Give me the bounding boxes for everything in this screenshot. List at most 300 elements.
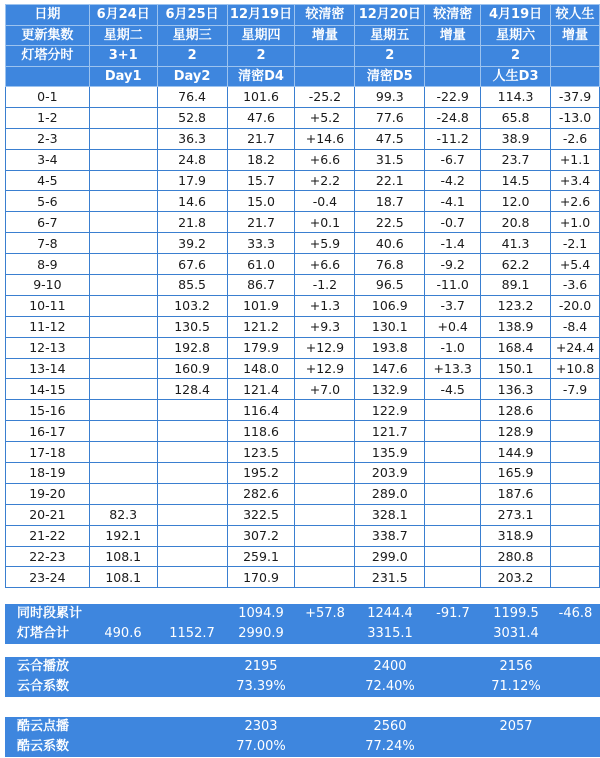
header-cell-2: 2 — [157, 46, 227, 67]
summary-cell-0: 酷云点播 — [5, 717, 89, 737]
header-cell-6 — [425, 46, 481, 67]
cell-8: -37.9 — [551, 87, 600, 108]
cell-0: 1-2 — [6, 107, 90, 128]
summary-cell-3: 1094.9 — [227, 604, 295, 624]
cell-0: 18-19 — [6, 463, 90, 484]
summary-cell-2 — [157, 657, 227, 677]
cell-1 — [89, 316, 157, 337]
cell-1 — [89, 212, 157, 233]
cell-8 — [551, 442, 600, 463]
table-row — [6, 400, 600, 421]
cell-2: 17.9 — [157, 170, 227, 191]
cell-1 — [89, 463, 157, 484]
header-cell-5: 清密D5 — [355, 66, 425, 87]
cell-8: -3.6 — [551, 275, 600, 296]
table-row — [6, 128, 600, 149]
cell-5: 31.5 — [355, 149, 425, 170]
header-cell-4 — [295, 66, 355, 87]
cell-3: 195.2 — [227, 463, 295, 484]
table-body — [6, 87, 600, 588]
cell-3: 101.6 — [227, 87, 295, 108]
summary-cell-7: 1199.5 — [481, 604, 551, 624]
cell-1 — [89, 149, 157, 170]
cell-1 — [89, 275, 157, 296]
cell-6: -1.0 — [425, 337, 481, 358]
header-cell-3: 清密D4 — [227, 66, 295, 87]
summary-cell-3: 73.39% — [227, 677, 295, 697]
cell-1 — [89, 295, 157, 316]
summary-cell-8 — [551, 657, 600, 677]
cell-0: 16-17 — [6, 421, 90, 442]
summary-row-total — [5, 624, 600, 644]
summary-cell-2 — [157, 717, 227, 737]
summary-block-lighthouse — [5, 604, 600, 644]
header-cell-2: 星期三 — [157, 25, 227, 46]
cell-3: 21.7 — [227, 212, 295, 233]
header-cell-7: 人生D3 — [481, 66, 551, 87]
cell-8 — [551, 463, 600, 484]
table-row — [6, 463, 600, 484]
summary-cell-3: 77.00% — [227, 737, 295, 757]
cell-5: 338.7 — [355, 525, 425, 546]
header-cell-2: 6月25日 — [157, 5, 227, 26]
table-row — [6, 358, 600, 379]
cell-0: 19-20 — [6, 483, 90, 504]
cell-6: -22.9 — [425, 87, 481, 108]
table-row — [6, 567, 600, 588]
table-row — [6, 233, 600, 254]
cell-3: 15.7 — [227, 170, 295, 191]
hourly-data-table — [5, 4, 600, 588]
cell-2 — [157, 525, 227, 546]
cell-1 — [89, 421, 157, 442]
cell-2: 67.6 — [157, 254, 227, 275]
summary-cell-0: 云合系数 — [5, 677, 89, 697]
cell-7: 150.1 — [481, 358, 551, 379]
cell-5: 135.9 — [355, 442, 425, 463]
header-cell-8 — [551, 46, 600, 67]
header-cell-3: 星期四 — [227, 25, 295, 46]
summary-cell-7: 3031.4 — [481, 624, 551, 644]
cell-7: 136.3 — [481, 379, 551, 400]
cell-2: 24.8 — [157, 149, 227, 170]
summary-cell-3: 2990.9 — [227, 624, 295, 644]
cell-8: +10.8 — [551, 358, 600, 379]
table-row — [6, 107, 600, 128]
cell-4: +12.9 — [295, 358, 355, 379]
summary-cell-6 — [425, 624, 481, 644]
cell-7: 187.6 — [481, 483, 551, 504]
summary-row-same-period — [5, 604, 600, 624]
cell-8: -2.6 — [551, 128, 600, 149]
summary-cell-0: 酷云系数 — [5, 737, 89, 757]
cell-7: 114.3 — [481, 87, 551, 108]
cell-3: 123.5 — [227, 442, 295, 463]
header-cell-0: 灯塔分时 — [6, 46, 90, 67]
cell-6: -3.7 — [425, 295, 481, 316]
cell-8: +5.4 — [551, 254, 600, 275]
cell-2: 14.6 — [157, 191, 227, 212]
cell-5: 122.9 — [355, 400, 425, 421]
table-row — [6, 421, 600, 442]
cell-5: 121.7 — [355, 421, 425, 442]
cell-6 — [425, 483, 481, 504]
header-cell-1: 3+1 — [89, 46, 157, 67]
summary-cell-2 — [157, 604, 227, 624]
cell-6: -1.4 — [425, 233, 481, 254]
summary-cell-2 — [157, 677, 227, 697]
cell-7: 14.5 — [481, 170, 551, 191]
table-row — [6, 191, 600, 212]
header-cell-6 — [425, 66, 481, 87]
cell-4: +14.6 — [295, 128, 355, 149]
cell-3: 21.7 — [227, 128, 295, 149]
cell-6: +13.3 — [425, 358, 481, 379]
cell-7: 203.2 — [481, 567, 551, 588]
summary-cell-7: 71.12% — [481, 677, 551, 697]
cell-7: 12.0 — [481, 191, 551, 212]
header-cell-5: 12月20日 — [355, 5, 425, 26]
cell-1 — [89, 170, 157, 191]
cell-6: -6.7 — [425, 149, 481, 170]
header-cell-0 — [6, 66, 90, 87]
table-row — [6, 337, 600, 358]
cell-5: 77.6 — [355, 107, 425, 128]
summary-cell-8 — [551, 737, 600, 757]
cell-3: 47.6 — [227, 107, 295, 128]
cell-4: +5.9 — [295, 233, 355, 254]
cell-3: 307.2 — [227, 525, 295, 546]
summary-row-yunhe-play — [5, 657, 600, 677]
header-cell-7: 4月19日 — [481, 5, 551, 26]
cell-6: -11.2 — [425, 128, 481, 149]
cell-8: -7.9 — [551, 379, 600, 400]
header-cell-7: 2 — [481, 46, 551, 67]
cell-6: -4.1 — [425, 191, 481, 212]
cell-3: 282.6 — [227, 483, 295, 504]
summary-row-kuyun-coef — [5, 737, 600, 757]
cell-3: 148.0 — [227, 358, 295, 379]
cell-0: 20-21 — [6, 504, 90, 525]
cell-7: 144.9 — [481, 442, 551, 463]
cell-5: 76.8 — [355, 254, 425, 275]
cell-4: +5.2 — [295, 107, 355, 128]
cell-0: 22-23 — [6, 546, 90, 567]
summary-cell-6: -91.7 — [425, 604, 481, 624]
cell-3: 61.0 — [227, 254, 295, 275]
cell-3: 101.9 — [227, 295, 295, 316]
cell-0: 9-10 — [6, 275, 90, 296]
header-cell-4 — [295, 46, 355, 67]
table-row — [6, 212, 600, 233]
table-row — [6, 275, 600, 296]
cell-3: 121.2 — [227, 316, 295, 337]
cell-6 — [425, 567, 481, 588]
cell-8: -13.0 — [551, 107, 600, 128]
cell-0: 13-14 — [6, 358, 90, 379]
summary-cell-7: 2057 — [481, 717, 551, 737]
cell-5: 147.6 — [355, 358, 425, 379]
cell-1: 192.1 — [89, 525, 157, 546]
cell-0: 14-15 — [6, 379, 90, 400]
summary-cell-1 — [89, 737, 157, 757]
cell-3: 259.1 — [227, 546, 295, 567]
cell-2 — [157, 400, 227, 421]
summary-cell-6 — [425, 717, 481, 737]
cell-1: 82.3 — [89, 504, 157, 525]
summary-cell-2 — [157, 737, 227, 757]
cell-6 — [425, 546, 481, 567]
cell-2: 52.8 — [157, 107, 227, 128]
cell-5: 328.1 — [355, 504, 425, 525]
cell-2: 192.8 — [157, 337, 227, 358]
summary-cell-3: 2195 — [227, 657, 295, 677]
cell-8 — [551, 525, 600, 546]
cell-1 — [89, 483, 157, 504]
table-header — [6, 5, 600, 87]
cell-6: -9.2 — [425, 254, 481, 275]
cell-8: +3.4 — [551, 170, 600, 191]
cell-2 — [157, 504, 227, 525]
cell-2 — [157, 442, 227, 463]
cell-7: 41.3 — [481, 233, 551, 254]
cell-7: 65.8 — [481, 107, 551, 128]
cell-6: -4.2 — [425, 170, 481, 191]
cell-3: 118.6 — [227, 421, 295, 442]
header-cell-1: Day1 — [89, 66, 157, 87]
cell-4: -25.2 — [295, 87, 355, 108]
cell-6: -11.0 — [425, 275, 481, 296]
cell-7: 168.4 — [481, 337, 551, 358]
cell-4 — [295, 567, 355, 588]
table-row — [6, 525, 600, 546]
cell-7: 165.9 — [481, 463, 551, 484]
cell-4: +12.9 — [295, 337, 355, 358]
summary-cell-7: 2156 — [481, 657, 551, 677]
header-cell-6: 较清密 — [425, 5, 481, 26]
cell-2: 160.9 — [157, 358, 227, 379]
summary-row-kuyun-play — [5, 717, 600, 737]
cell-4 — [295, 463, 355, 484]
summary-cell-8: -46.8 — [551, 604, 600, 624]
summary-cell-4 — [295, 737, 355, 757]
cell-3: 322.5 — [227, 504, 295, 525]
cell-7: 38.9 — [481, 128, 551, 149]
cell-5: 99.3 — [355, 87, 425, 108]
cell-7: 23.7 — [481, 149, 551, 170]
header-cell-3: 2 — [227, 46, 295, 67]
summary-cell-1 — [89, 657, 157, 677]
cell-2 — [157, 463, 227, 484]
cell-8: -20.0 — [551, 295, 600, 316]
table-row — [6, 546, 600, 567]
cell-2 — [157, 546, 227, 567]
cell-5: 22.1 — [355, 170, 425, 191]
cell-1 — [89, 358, 157, 379]
summary-cell-2: 1152.7 — [157, 624, 227, 644]
header-row3 — [6, 46, 600, 67]
cell-1 — [89, 128, 157, 149]
cell-6 — [425, 421, 481, 442]
cell-5: 299.0 — [355, 546, 425, 567]
cell-1 — [89, 400, 157, 421]
table-row — [6, 379, 600, 400]
cell-1 — [89, 337, 157, 358]
cell-5: 130.1 — [355, 316, 425, 337]
cell-8 — [551, 546, 600, 567]
cell-4: +7.0 — [295, 379, 355, 400]
header-cell-1: 6月24日 — [89, 5, 157, 26]
cell-0: 21-22 — [6, 525, 90, 546]
cell-2: 21.8 — [157, 212, 227, 233]
cell-7: 62.2 — [481, 254, 551, 275]
table-row — [6, 442, 600, 463]
cell-2: 76.4 — [157, 87, 227, 108]
cell-2 — [157, 483, 227, 504]
cell-3: 15.0 — [227, 191, 295, 212]
table-row — [6, 87, 600, 108]
table-row — [6, 295, 600, 316]
summary-cell-5: 77.24% — [355, 737, 425, 757]
summary-cell-4: +57.8 — [295, 604, 355, 624]
cell-2: 128.4 — [157, 379, 227, 400]
cell-7: 280.8 — [481, 546, 551, 567]
table-row — [6, 316, 600, 337]
cell-4 — [295, 546, 355, 567]
cell-3: 170.9 — [227, 567, 295, 588]
cell-8 — [551, 483, 600, 504]
summary-cell-0: 同时段累计 — [5, 604, 89, 624]
header-cell-3: 12月19日 — [227, 5, 295, 26]
cell-1 — [89, 233, 157, 254]
cell-0: 7-8 — [6, 233, 90, 254]
cell-4: +0.1 — [295, 212, 355, 233]
header-row1 — [6, 5, 600, 26]
cell-3: 121.4 — [227, 379, 295, 400]
cell-4: +2.2 — [295, 170, 355, 191]
cell-1 — [89, 442, 157, 463]
header-cell-5: 2 — [355, 46, 425, 67]
cell-0: 23-24 — [6, 567, 90, 588]
cell-2: 103.2 — [157, 295, 227, 316]
cell-4 — [295, 421, 355, 442]
cell-2 — [157, 421, 227, 442]
header-cell-8: 增量 — [551, 25, 600, 46]
header-cell-6: 增量 — [425, 25, 481, 46]
summary-cell-6 — [425, 737, 481, 757]
cell-1 — [89, 107, 157, 128]
summary-cell-5: 72.40% — [355, 677, 425, 697]
summary-cell-4 — [295, 717, 355, 737]
header-cell-0: 更新集数 — [6, 25, 90, 46]
cell-0: 8-9 — [6, 254, 90, 275]
cell-6 — [425, 442, 481, 463]
table-row — [6, 504, 600, 525]
cell-1: 108.1 — [89, 567, 157, 588]
header-cell-4: 增量 — [295, 25, 355, 46]
cell-7: 20.8 — [481, 212, 551, 233]
table-row — [6, 149, 600, 170]
cell-4: +6.6 — [295, 254, 355, 275]
cell-8: +24.4 — [551, 337, 600, 358]
cell-8 — [551, 400, 600, 421]
cell-4 — [295, 525, 355, 546]
cell-5: 96.5 — [355, 275, 425, 296]
cell-2: 36.3 — [157, 128, 227, 149]
cell-4 — [295, 442, 355, 463]
cell-7: 128.6 — [481, 400, 551, 421]
table-row — [6, 170, 600, 191]
cell-5: 22.5 — [355, 212, 425, 233]
summary-cell-5: 2400 — [355, 657, 425, 677]
summary-cell-1 — [89, 717, 157, 737]
header-cell-2: Day2 — [157, 66, 227, 87]
cell-1 — [89, 254, 157, 275]
cell-0: 12-13 — [6, 337, 90, 358]
cell-8 — [551, 567, 600, 588]
cell-7: 318.9 — [481, 525, 551, 546]
cell-0: 17-18 — [6, 442, 90, 463]
cell-8: +1.0 — [551, 212, 600, 233]
cell-1 — [89, 87, 157, 108]
summary-cell-5: 2560 — [355, 717, 425, 737]
cell-5: 40.6 — [355, 233, 425, 254]
cell-8: +1.1 — [551, 149, 600, 170]
cell-6: +0.4 — [425, 316, 481, 337]
summary-cell-8 — [551, 717, 600, 737]
cell-7: 123.2 — [481, 295, 551, 316]
summary-cell-4 — [295, 657, 355, 677]
cell-6 — [425, 463, 481, 484]
header-cell-7: 星期六 — [481, 25, 551, 46]
summary-cell-6 — [425, 677, 481, 697]
cell-0: 2-3 — [6, 128, 90, 149]
cell-4: +6.6 — [295, 149, 355, 170]
summary-cell-1: 490.6 — [89, 624, 157, 644]
cell-3: 179.9 — [227, 337, 295, 358]
cell-1 — [89, 379, 157, 400]
cell-5: 203.9 — [355, 463, 425, 484]
cell-2 — [157, 567, 227, 588]
cell-2: 85.5 — [157, 275, 227, 296]
cell-4: +1.3 — [295, 295, 355, 316]
summary-block-kuyun — [5, 717, 600, 757]
header-row2 — [6, 25, 600, 46]
cell-4 — [295, 400, 355, 421]
cell-5: 132.9 — [355, 379, 425, 400]
header-cell-4: 较清密 — [295, 5, 355, 26]
cell-6 — [425, 504, 481, 525]
cell-4: -0.4 — [295, 191, 355, 212]
cell-8: +2.6 — [551, 191, 600, 212]
cell-7: 138.9 — [481, 316, 551, 337]
cell-5: 106.9 — [355, 295, 425, 316]
header-cell-8 — [551, 66, 600, 87]
summary-cell-4 — [295, 677, 355, 697]
cell-6: -24.8 — [425, 107, 481, 128]
summary-cell-4 — [295, 624, 355, 644]
cell-5: 47.5 — [355, 128, 425, 149]
cell-8 — [551, 421, 600, 442]
cell-1 — [89, 191, 157, 212]
summary-cell-7 — [481, 737, 551, 757]
summary-cell-8 — [551, 624, 600, 644]
cell-3: 116.4 — [227, 400, 295, 421]
cell-0: 15-16 — [6, 400, 90, 421]
header-cell-5: 星期五 — [355, 25, 425, 46]
cell-5: 231.5 — [355, 567, 425, 588]
cell-0: 6-7 — [6, 212, 90, 233]
